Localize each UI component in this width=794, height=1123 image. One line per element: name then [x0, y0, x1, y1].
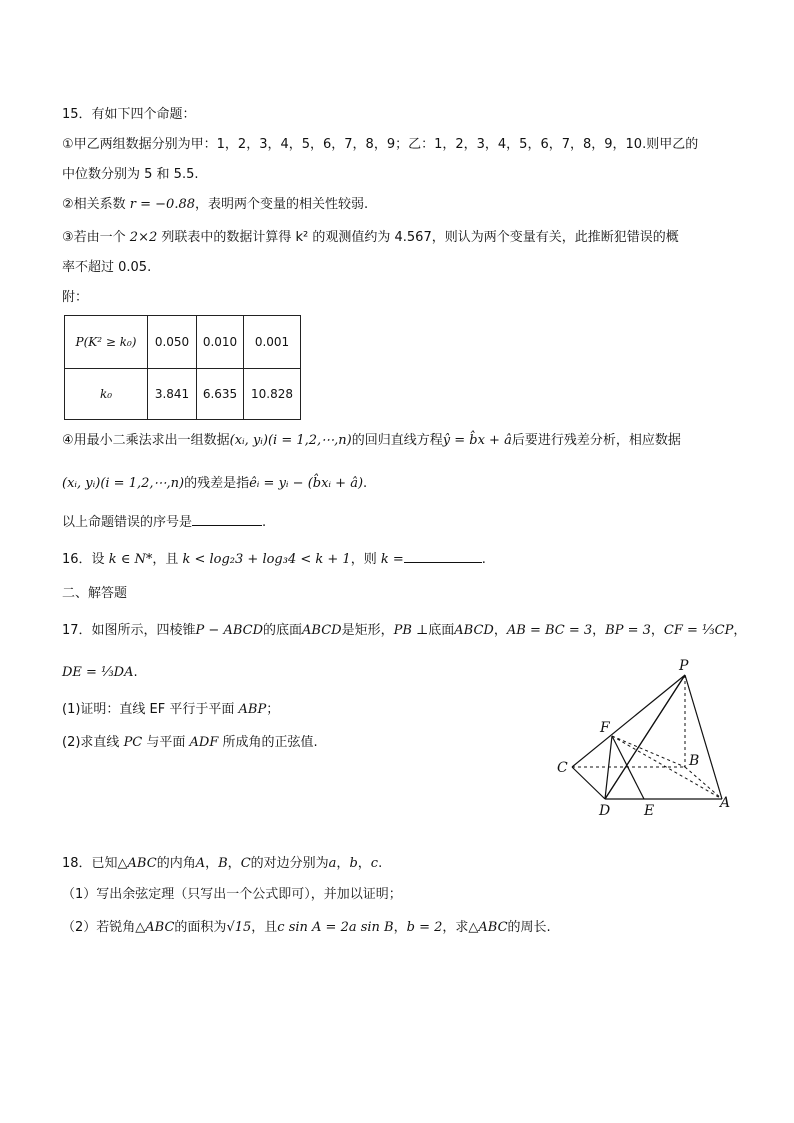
q18-math: c	[370, 856, 379, 871]
q18-math: b	[349, 856, 358, 871]
q17-text: ，	[493, 623, 507, 638]
q18-math: A	[195, 856, 206, 871]
q18-text: 的内角	[156, 856, 196, 871]
q18-math: B	[218, 856, 228, 871]
q18-text: ，且	[251, 920, 278, 935]
q18-line1	[62, 855, 382, 873]
segment-fb-hidden	[612, 736, 685, 767]
table-cell: 10.828	[244, 369, 301, 420]
q16-post: .	[481, 552, 486, 567]
appendix-text: 附：	[62, 290, 89, 305]
table-cell: 0.001	[244, 316, 301, 369]
label-b: B	[689, 753, 700, 769]
q15-item1-line1	[62, 136, 698, 154]
q16-pre: 16．设	[62, 552, 109, 567]
q15-item1-text: ①甲乙两组数据分别为甲：1，2，3，4，5，6，7，8，9；乙：1，2，3，4，5，6，7，8，9，10.则甲乙的	[62, 137, 699, 152]
q18-text: ，	[205, 856, 219, 871]
q17-text: ，	[733, 623, 747, 638]
q17-part2-math2: ADF	[189, 735, 219, 750]
label-c: C	[557, 760, 568, 776]
q18-math: c sin A = 2a sin B	[277, 920, 394, 935]
q16-math3: k =	[380, 552, 404, 567]
label-a: A	[720, 795, 731, 811]
q16-math1: k ∈ N*	[108, 552, 153, 567]
q15-item4-math2: ŷ = b̂x + â	[442, 433, 512, 448]
q18-text: ，	[393, 920, 407, 935]
q18-text: .	[378, 856, 383, 871]
edge-pc	[572, 675, 685, 767]
q15-item3-line2	[62, 259, 151, 277]
q17-math: CF = ⅓CP	[663, 623, 734, 638]
q18-math: √15	[226, 920, 252, 935]
q15-item4-l2-math1: (xᵢ, yᵢ)(i = 1,2,⋯,n)	[62, 476, 185, 491]
q15-item4-math1: (xᵢ, yᵢ)(i = 1,2,⋯,n)	[229, 433, 352, 448]
q17-line1	[62, 622, 746, 640]
table-cell: 0.050	[148, 316, 197, 369]
q15-item4-line2	[62, 475, 367, 493]
q15-item3-line1	[62, 229, 679, 247]
label-p: P	[679, 658, 689, 674]
q17-math: PB ⊥	[393, 623, 429, 638]
q17-part2-math1: PC	[123, 735, 143, 750]
q17-part2-post: 所成角的正弦值.	[218, 735, 318, 750]
q15-item4-l2-mid: 的残差是指	[184, 476, 250, 491]
q17-line2	[62, 664, 138, 682]
q15-answer-pre: 以上命题错误的序号是	[62, 515, 193, 530]
q15-item4-mid: 的回归直线方程	[351, 433, 443, 448]
q18-text: 的面积为	[174, 920, 227, 935]
q18-part2	[62, 919, 551, 937]
q15-item1-line2	[62, 166, 198, 184]
q18-part1-text: （1）写出余弦定理（只写出一个公式即可），并加以证明；	[62, 887, 402, 902]
q17-text: 是矩形，	[341, 623, 394, 638]
section-heading	[62, 585, 127, 603]
q17-math: P − ABCD	[195, 623, 264, 638]
q18-text: ，	[227, 856, 241, 871]
table-cell: 0.010	[197, 316, 244, 369]
edge-pa	[685, 675, 722, 799]
pyramid-figure	[550, 655, 740, 830]
q17-text: 底面	[428, 623, 455, 638]
q15-item2	[62, 196, 368, 214]
table-row-label: k₀	[65, 369, 148, 420]
table-cell: 6.635	[197, 369, 244, 420]
q15-answer-post: .	[262, 515, 267, 530]
q15-item2-post: ，表明两个变量的相关性较弱.	[195, 197, 369, 212]
q15-title	[62, 106, 196, 124]
q15-item4-post: 后要进行残差分析，相应数据	[511, 433, 681, 448]
edge-ba-hidden	[685, 767, 722, 799]
q16	[62, 548, 486, 569]
q18-text: 的周长.	[507, 920, 551, 935]
q18-math: C	[240, 856, 251, 871]
q17-part2-pre: (2)求直线	[62, 735, 124, 750]
q15-item2-pre: ②相关系数	[62, 197, 130, 212]
q15-item4-line1	[62, 432, 681, 450]
q17-math: AB = BC = 3	[506, 623, 593, 638]
q18-text: ，	[336, 856, 350, 871]
q15-title-text: 15．有如下四个命题：	[62, 107, 196, 122]
label-f: F	[600, 720, 610, 736]
q17-math: ABCD	[454, 623, 494, 638]
q18-part1	[62, 886, 402, 904]
section-heading-text: 二、解答题	[62, 586, 128, 601]
critical-value-table	[64, 315, 301, 420]
q18-math: b = 2	[406, 920, 443, 935]
q18-text: （2）若锐角	[62, 920, 136, 935]
q16-math2: k < log₂3 + log₃4 < k + 1	[182, 552, 351, 567]
q15-answer-blank[interactable]	[192, 511, 262, 526]
q15-item3-text2: 率不超过 0.05.	[62, 260, 152, 275]
q15-item4-l2-post: .	[363, 476, 368, 491]
q15-item2-math: r = −0.88	[129, 197, 196, 212]
q17-part2-mid: 与平面	[142, 735, 190, 750]
q17-math: ABCD	[302, 623, 342, 638]
q17-math: BP = 3	[605, 623, 651, 638]
table-row-label: P(K² ≥ k₀)	[65, 316, 148, 369]
q18-math: △ABC	[468, 920, 508, 935]
q17-part1-pre: (1)证明：直线 EF 平行于平面	[62, 702, 239, 717]
q15-answer-line	[62, 511, 266, 532]
q15-item3-math: 2×2	[129, 230, 158, 245]
label-e: E	[644, 803, 655, 819]
q17-part2	[62, 734, 318, 752]
q18-text: ，求	[442, 920, 469, 935]
table-row	[65, 369, 301, 420]
q17-text: 17．如图所示，四棱锥	[62, 623, 196, 638]
q17-math: DE = ⅓DA	[62, 665, 134, 680]
segment-dp	[605, 675, 685, 799]
label-d: D	[599, 803, 611, 819]
q15-appendix-label	[62, 289, 88, 307]
edge-cd	[572, 767, 605, 799]
q16-answer-blank[interactable]	[404, 548, 482, 563]
q17-text: .	[133, 665, 138, 680]
q17-text: ，	[650, 623, 664, 638]
table-row	[65, 316, 301, 369]
q17-text: 的底面	[263, 623, 303, 638]
q18-text: 18．已知	[62, 856, 118, 871]
q15-item1-text2: 中位数分别为 5 和 5.5.	[62, 167, 199, 182]
table-cell: 3.841	[148, 369, 197, 420]
q18-text: ，	[357, 856, 371, 871]
q16-mid: ，且	[152, 552, 183, 567]
q18-text: 的对边分别为	[250, 856, 329, 871]
q15-item3-post: 列联表中的数据计算得 k² 的观测值约为 4.567，则认为两个变量有关，此推断犯错误的概	[157, 230, 679, 245]
q17-part1-math: ABP	[238, 702, 267, 717]
q18-math: a	[328, 856, 337, 871]
q16-mid2: ，则	[350, 552, 381, 567]
q15-item4-l2-math2: êᵢ = yᵢ − (b̂xᵢ + â)	[249, 476, 364, 491]
q17-part1-post: ；	[266, 702, 280, 717]
q18-math: △ABC	[117, 856, 157, 871]
q15-item3-pre: ③若由一个	[62, 230, 130, 245]
q18-math: △ABC	[135, 920, 175, 935]
q15-item4-pre: ④用最小二乘法求出一组数据	[62, 433, 230, 448]
q17-text: ，	[592, 623, 606, 638]
q17-part1	[62, 701, 279, 719]
